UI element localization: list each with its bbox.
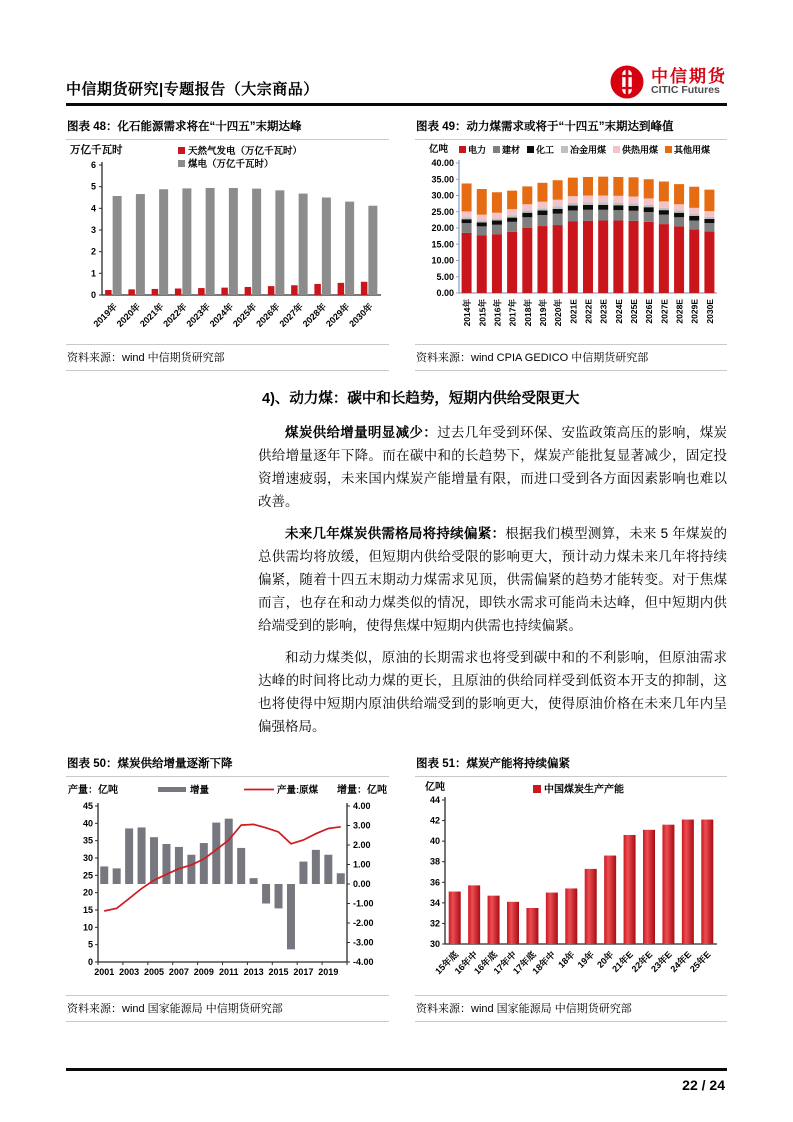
- svg-text:4: 4: [90, 203, 96, 214]
- svg-text:2014年: 2014年: [462, 299, 473, 327]
- svg-text:2022E: 2022E: [583, 299, 594, 324]
- svg-text:22年E: 22年E: [629, 949, 655, 975]
- svg-text:2024E: 2024E: [613, 299, 624, 324]
- svg-text:0.00: 0.00: [436, 288, 454, 298]
- svg-text:42: 42: [429, 815, 440, 826]
- svg-text:2017年: 2017年: [507, 299, 518, 327]
- svg-text:35: 35: [82, 835, 93, 846]
- svg-text:40: 40: [82, 818, 93, 829]
- svg-text:增量: 增量: [190, 785, 210, 796]
- svg-text:30: 30: [429, 939, 440, 949]
- svg-text:2016年: 2016年: [492, 299, 503, 327]
- svg-text:38: 38: [429, 856, 440, 867]
- svg-text:增量：亿吨: 增量：亿吨: [337, 785, 387, 796]
- svg-text:2015年: 2015年: [477, 299, 488, 327]
- svg-text:2020年: 2020年: [114, 301, 143, 329]
- charts-row-2: [66, 751, 727, 1022]
- svg-text:2017: 2017: [293, 967, 314, 977]
- svg-text:18年中: 18年中: [530, 949, 558, 977]
- svg-text:2025年: 2025年: [230, 301, 259, 329]
- svg-text:30.00: 30.00: [431, 190, 454, 201]
- paragraph-1-text: 过去几年受到环保、安监政策高压的影响，煤炭供给增量逐年下降。而在碳中和的长趋势下，煤炭产能批复显著减少，固定投资增速疲弱，未来国内煤炭产能增量有限，而进口受到各方面因素影响也难以改善。: [258, 425, 728, 509]
- svg-text:15: 15: [82, 905, 93, 915]
- svg-text:10.00: 10.00: [431, 255, 454, 266]
- svg-text:16年中: 16年中: [452, 949, 480, 977]
- paragraph-2-text: 根据我们模型测算，未来 5 年煤炭的总供需均将放缓，但短期内供给受限的影响更大，预计动力煤未来几年将持续偏紧，随着十四五末期动力煤需求见顶，供需偏紧的趋势才能转变。对于焦煤而言，也存在和动力煤类似的情况，即铁水需求可能尚未达峰，但中短期内供给端受到的影响，使得焦煤中短期内供需也持续偏紧。: [258, 526, 728, 633]
- svg-text:34: 34: [429, 897, 440, 908]
- svg-text:0: 0: [87, 957, 93, 967]
- svg-text:17年底: 17年底: [510, 949, 538, 977]
- figure-48-title: 图表 48：化石能源需求将在“十四五”末期达峰: [66, 114, 389, 140]
- svg-text:5: 5: [87, 939, 93, 950]
- svg-text:2026E: 2026E: [644, 299, 655, 324]
- svg-text:2029年: 2029年: [323, 301, 352, 329]
- svg-text:2007: 2007: [168, 967, 189, 977]
- svg-text:25: 25: [82, 870, 93, 881]
- svg-text:2028年: 2028年: [300, 301, 329, 329]
- paragraph-3: [258, 646, 727, 738]
- svg-text:24年E: 24年E: [668, 949, 694, 975]
- section-heading: 4)、动力煤：碳中和长趋势，短期内供给受限更大: [262, 391, 580, 407]
- svg-text:6: 6: [90, 160, 96, 170]
- svg-text:25.00: 25.00: [431, 206, 454, 217]
- svg-text:21年E: 21年E: [610, 949, 635, 975]
- svg-text:-3.00: -3.00: [353, 937, 374, 948]
- svg-text:万亿千瓦时: 万亿千瓦时: [70, 144, 123, 156]
- svg-text:45: 45: [82, 801, 93, 811]
- figure-51-panel: [415, 751, 727, 1022]
- paragraph-1: [258, 421, 727, 513]
- figure-48-source: 资料来源：wind 中信期货研究部: [66, 345, 389, 371]
- svg-text:32: 32: [429, 918, 440, 929]
- svg-text:-2.00: -2.00: [353, 918, 374, 928]
- svg-text:产量:原煤: 产量:原煤: [277, 785, 319, 796]
- logo-chinese-name: 中信期货: [651, 66, 727, 86]
- svg-text:19年: 19年: [575, 949, 597, 970]
- svg-text:-1.00: -1.00: [353, 898, 374, 909]
- svg-text:10: 10: [82, 922, 93, 933]
- svg-text:16年底: 16年底: [472, 949, 499, 977]
- svg-text:1.00: 1.00: [353, 859, 371, 870]
- citic-futures-logo: [609, 64, 727, 102]
- svg-text:亿吨: 亿吨: [429, 144, 449, 155]
- svg-text:天然气发电（万亿千瓦时）: 天然气发电（万亿千瓦时）: [188, 146, 303, 157]
- svg-text:4.00: 4.00: [353, 801, 371, 811]
- svg-text:15年底: 15年底: [433, 949, 461, 977]
- figure-50-chart: [66, 777, 389, 996]
- svg-text:36: 36: [429, 877, 440, 888]
- svg-text:2019年: 2019年: [91, 301, 120, 329]
- page-header: [66, 0, 727, 102]
- svg-text:2028E: 2028E: [674, 299, 685, 324]
- svg-text:18年: 18年: [556, 949, 577, 970]
- figure-49-title: 图表 49：动力煤需求或将于“十四五”末期达到峰值: [415, 114, 727, 140]
- svg-text:40: 40: [429, 836, 440, 847]
- svg-text:2021年: 2021年: [137, 301, 166, 329]
- svg-text:5.00: 5.00: [436, 271, 454, 282]
- svg-text:2027年: 2027年: [277, 301, 306, 329]
- svg-text:20: 20: [82, 887, 93, 898]
- figure-50-title: 图表 50：煤炭供给增量逐渐下降: [66, 751, 389, 777]
- svg-text:40.00: 40.00: [431, 158, 454, 168]
- figure-51-source: 资料来源：wind 国家能源局 中信期货研究部: [415, 996, 727, 1022]
- figure-51-chart: [415, 777, 727, 996]
- svg-text:23年E: 23年E: [649, 949, 674, 975]
- svg-text:3: 3: [90, 225, 96, 235]
- figure-49-chart: [415, 140, 727, 345]
- svg-text:2027E: 2027E: [659, 299, 670, 324]
- svg-text:亿吨: 亿吨: [425, 782, 445, 793]
- svg-text:20.00: 20.00: [431, 223, 454, 233]
- svg-text:1: 1: [90, 268, 96, 279]
- citic-logo-icon: [609, 64, 645, 100]
- svg-text:2030年: 2030年: [347, 301, 375, 329]
- svg-text:建材: 建材: [502, 145, 521, 155]
- svg-text:2022年: 2022年: [161, 301, 189, 329]
- svg-text:2029E: 2029E: [689, 299, 700, 324]
- svg-text:其他用煤: 其他用煤: [674, 145, 711, 155]
- logo-wordmark: [651, 68, 727, 97]
- svg-text:0: 0: [90, 290, 96, 300]
- footer-divider-line: [66, 1068, 727, 1071]
- svg-text:2018年: 2018年: [522, 299, 533, 327]
- svg-text:2026年: 2026年: [254, 301, 282, 329]
- svg-text:-4.00: -4.00: [353, 957, 374, 967]
- svg-text:2024年: 2024年: [207, 301, 236, 329]
- header-divider-line: [66, 103, 727, 106]
- svg-text:电力: 电力: [468, 145, 487, 155]
- svg-text:2009: 2009: [193, 967, 214, 977]
- figure-51-title: 图表 51：煤炭产能将持续偏紧: [415, 751, 727, 777]
- svg-text:44: 44: [429, 795, 440, 805]
- charts-row-1: [66, 114, 727, 371]
- svg-text:2023E: 2023E: [598, 299, 609, 324]
- paragraph-2-lead: 未来几年煤炭供需格局将持续偏紧：: [285, 526, 506, 541]
- svg-text:2005: 2005: [144, 967, 165, 977]
- svg-text:中国煤炭生产产能: 中国煤炭生产产能: [544, 784, 624, 796]
- svg-text:2030E: 2030E: [704, 299, 715, 324]
- figure-48-chart: [66, 140, 389, 345]
- figure-50-source: 资料来源：wind 国家能源局 中信期货研究部: [66, 996, 389, 1022]
- paragraph-1-lead: 煤炭供给增量明显减少：: [285, 425, 438, 440]
- figure-48-panel: [66, 114, 389, 371]
- svg-text:2019: 2019: [318, 967, 339, 977]
- svg-text:2015: 2015: [268, 967, 289, 977]
- svg-text:供热用煤: 供热用煤: [622, 145, 659, 155]
- paragraph-3-text: 和动力煤类似，原油的长期需求也将受到碳中和的不利影响，但原油需求达峰的时间将比动力煤的更长，且原油的供给同样受到低资本开支的抑制，这也将使得中短期内原油供给端受到的影响更大，使得原油价格在未来几年内呈偏强格局。: [258, 650, 727, 734]
- svg-text:化工: 化工: [536, 145, 555, 155]
- svg-text:2023年: 2023年: [184, 301, 213, 329]
- section-body-text: [258, 387, 727, 738]
- svg-text:2019年: 2019年: [537, 299, 548, 327]
- svg-text:25年E: 25年E: [687, 949, 713, 975]
- svg-text:3.00: 3.00: [353, 820, 371, 831]
- svg-text:2021E: 2021E: [568, 299, 579, 324]
- svg-text:冶金用煤: 冶金用煤: [570, 145, 607, 155]
- svg-text:2020年: 2020年: [553, 299, 564, 327]
- svg-text:产量：亿吨: 产量：亿吨: [68, 785, 118, 796]
- svg-text:2: 2: [90, 246, 96, 257]
- svg-text:2003: 2003: [119, 967, 140, 977]
- svg-text:5: 5: [90, 181, 96, 192]
- svg-text:煤电（万亿千瓦时）: 煤电（万亿千瓦时）: [188, 159, 274, 170]
- svg-text:0.00: 0.00: [353, 879, 371, 889]
- svg-text:2.00: 2.00: [353, 840, 371, 850]
- svg-text:2001: 2001: [94, 967, 115, 977]
- figure-49-panel: [415, 114, 727, 371]
- svg-text:2025E: 2025E: [629, 299, 640, 324]
- svg-text:2011: 2011: [218, 967, 239, 977]
- svg-text:15.00: 15.00: [431, 239, 454, 250]
- report-series-title: 中信期货研究|专题报告（大宗商品）: [66, 81, 319, 98]
- svg-text:35.00: 35.00: [431, 174, 454, 185]
- svg-text:30: 30: [82, 853, 93, 863]
- paragraph-2: [258, 522, 727, 637]
- figure-49-source: 资料来源：wind CPIA GEDICO 中信期货研究部: [415, 345, 727, 371]
- figure-50-panel: [66, 751, 389, 1022]
- svg-text:20年: 20年: [595, 949, 616, 970]
- svg-text:17年中: 17年中: [491, 949, 519, 977]
- page-number: 22 / 24: [682, 1076, 725, 1093]
- svg-text:2013: 2013: [243, 967, 264, 977]
- logo-english-name: CITIC Futures: [651, 84, 720, 97]
